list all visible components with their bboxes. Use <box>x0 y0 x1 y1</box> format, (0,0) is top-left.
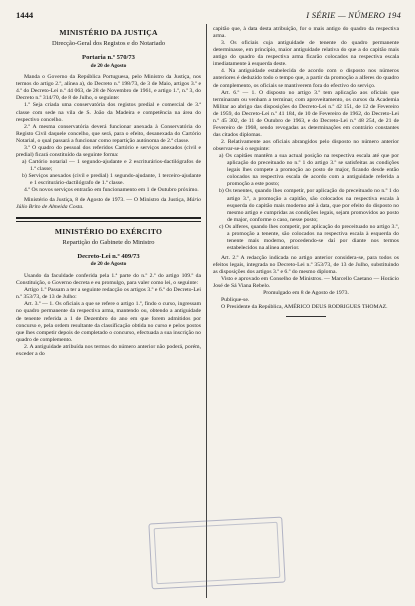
list-item: b) Os tenentes, quando lhes competir, por aplicação do preceituado no n.º 1 do artigo 3.º, a promoção a capitão, são colocados na respectiva escala à esquerda do capitão mais moderno até à data, que por efeito do disposto no mesmo artigo e cumpridas as condições legais, sejam promovidos ao posto de major, conforme o caso, nesse posto; <box>219 188 399 223</box>
end-rule <box>286 316 326 317</box>
series-label: I SÉRIE — NÚMERO 194 <box>306 10 401 20</box>
paragraph: 2. Relativamente aos oficiais abrangidos pelo disposto no número anterior observar-se-á o seguinte: <box>213 139 399 153</box>
list-item: b) Serviços anexados (civil e predial) 1 segundo-ajudante, 1 terceiro-ajudante e 1 escriturário-dactilógrafo de 1.ª classe. <box>22 173 201 187</box>
section-separator <box>16 217 201 219</box>
paragraph: Visto e aprovado em Conselho de Ministros. — Marcello Caetano — Horácio José de Sá Viana Rebelo. <box>213 276 399 290</box>
paragraph: Usando da faculdade conferida pela 1.ª parte do n.º 2.º do artigo 109.º da Constituição, o Governo decreta e eu promulgo, para valer como lei, o seguinte: <box>16 273 201 287</box>
decree-title: Decreto-Lei n.º 409/73 <box>77 253 140 261</box>
paragraph: 4.º Os novos serviços entrarão em funcionamento em 1 de Outubro próximo. <box>24 187 199 194</box>
decree-date: de 20 de Agosto <box>90 261 127 268</box>
portaria-title: Portaria n.º 570/73 <box>82 54 135 62</box>
paragraph: Art. 2.º A redacção indicada no artigo anterior considera-se, para todos os efeitos legais, integrada no Decreto-Lei n.º 353/73, de 13 de Julho, substituindo as disposições dos artigos 3.º e 6.º do mesmo diploma. <box>213 255 399 276</box>
paragraph: 4. Na antiguidade estabelecida de acordo com o disposto nos números anteriores é deduzido todo o tempo que, a partir da promoção a alferes do quadro de complemento, os oficiais se mantiverem fora do efectivo do serviço. <box>213 68 399 89</box>
right-column <box>213 26 399 321</box>
library-stamp <box>148 517 285 590</box>
paragraph: Publique-se. <box>221 297 250 304</box>
paragraph: Art. 6.º — 1. O disposto no artigo 3.º tem aplicação aos oficiais que terminaram ou venham a terminar, com aproveitamento, os cursos da Academia Militar ao abrigo das disposições do Decreto-Lei n.º 42 151, de 12 de Fevereiro de 1959, do Decreto-Lei n.º 41 184, de 10 de Fevereiro de 1962, do Decreto-Lei n.º 45 302, de 11 de Outubro de 1963, e do Decreto-Lei n.º 48 254, de 21 de Fevereiro de 1968, sendo revogadas as determinações em contrário constantes das citados diplomas. <box>213 89 399 138</box>
paragraph: Art. 3.º — 1. Os oficiais a que se refere o artigo 1.º, findo o curso, ingressam no quadro permanente da respectiva arma, mantendo ou, obtendo a antiguidade de tenente referida a 1 de Dezembro do ano em que forem admitidos por concurso e, pela ordem resultante da classificação obtida no curso e pelos postos que lhes competir depois de completado o concurso, efectuada a sua inscrição no quadro de complemento. <box>16 301 201 343</box>
paragraph: 2.º A mesma conservatória deverá funcionar anexada à Conservatória do Registo Civil daquele concelho, que será, para o efeito, desanexada do Cartório Notarial, o qual passará a funcionar como repartição autónoma de 2.ª classe. <box>16 123 201 144</box>
running-head <box>16 8 401 20</box>
ministry-heading-justice: MINISTÉRIO DA JUSTIÇA <box>59 28 158 37</box>
column-divider <box>206 24 207 598</box>
department-heading: Repartição do Gabinete do Ministro <box>62 239 155 247</box>
portaria-date: de 20 de Agosto <box>90 62 127 69</box>
paragraph: 1.º Seja criada uma conservatória dos registos predial e comercial de 3.ª classe com sede na vila de S. João da Madeira e competência na área do respectivo concelho. <box>16 102 201 123</box>
list-item: c) Os alferes, quando lhes competir, por aplicação do preceituado no artigo 3.º, a promoção a tenente, são colocados na respectiva escala à esquerda do tenente mais moderno, procedendo-se daí por diante nos termos estabelecidos na alínea anterior. <box>219 223 399 251</box>
paragraph: Manda o Governo da República Portuguesa, pelo Ministro da Justiça, nos termos do artigo 2.º, alínea a), do Decreto n.º 198/73, de 3 de Maio, artigos 3.º e 4.º do Decreto-Lei n.º 44 063, de 28 de Novembro de 1961, e artigo 1.º, n.º 3, do Decreto n.º 314/70, de 8 de Julho, o seguinte: <box>16 74 201 102</box>
signature-line <box>16 197 201 211</box>
page-number: 1444 <box>16 10 34 20</box>
left-column <box>16 26 201 358</box>
signatory-name: AMÉRICO DEUS RODRIGUES THOMAZ. <box>284 304 388 311</box>
president-signature <box>213 304 399 311</box>
paragraph: 2. A antiguidade atribuída nos termos do número anterior não poderá, porém, exceder a do <box>16 343 201 357</box>
paragraph: 3.º O quadro do pessoal dos referidos Cartório e serviços anexados (civil e predial) ficará constituído da seguinte forma: <box>16 144 201 158</box>
paragraph: Artigo 1.º Passam a ter a seguinte redacção os artigos 3.º e 6.º do Decreto-Lei n.º 353/73, de 13 de Julho: <box>16 287 201 301</box>
signatory-name: Mário Júlio Brito de Almeida Costa. <box>16 197 201 211</box>
stamp-inner-border <box>154 522 281 584</box>
ministry-heading-army: MINISTÉRIO DO EXÉRCITO <box>54 226 163 236</box>
promulgation-line: Promulgado em 8 de Agosto de 1973. <box>263 290 349 297</box>
list-item: a) Os capitães mantêm a sua actual posição na respectiva escala até que por aplicação do preceituado no n.º 1 do artigo 3.º se satisfeitas as condições legais lhes compete a promoção ao posto de major, ficando desde então colocados na respectiva escala de acordo com a antiguidade referida a promoção a este posto; <box>219 153 399 188</box>
list-item: a) Cartório notarial — 1 segundo-ajudante e 2 escriturários-dactilógrafos de 1.ª classe; <box>22 158 201 173</box>
paragraph: 3. Os oficiais cuja antiguidade de tenente do quadro permanente determinasse, em princípio, maior antiguidade relativa do que a do capitão mais antigo do quadro da respectiva arma ficarão colocados na respectiva escala imediatamente à esquerda deste. <box>213 40 399 68</box>
section-separator-thin <box>16 221 201 222</box>
paragraph: capitão que, à data desta atribuição, for o mais antigo do quadro da respectiva arma. <box>213 26 399 40</box>
department-heading: Direcção-Geral dos Registos e do Notariado <box>51 40 166 48</box>
signature-text: Ministério da Justiça, 8 de Agosto de 1973. — O Ministro da Justiça, <box>24 197 187 204</box>
signature-text: O Presidente da República, <box>221 304 285 311</box>
